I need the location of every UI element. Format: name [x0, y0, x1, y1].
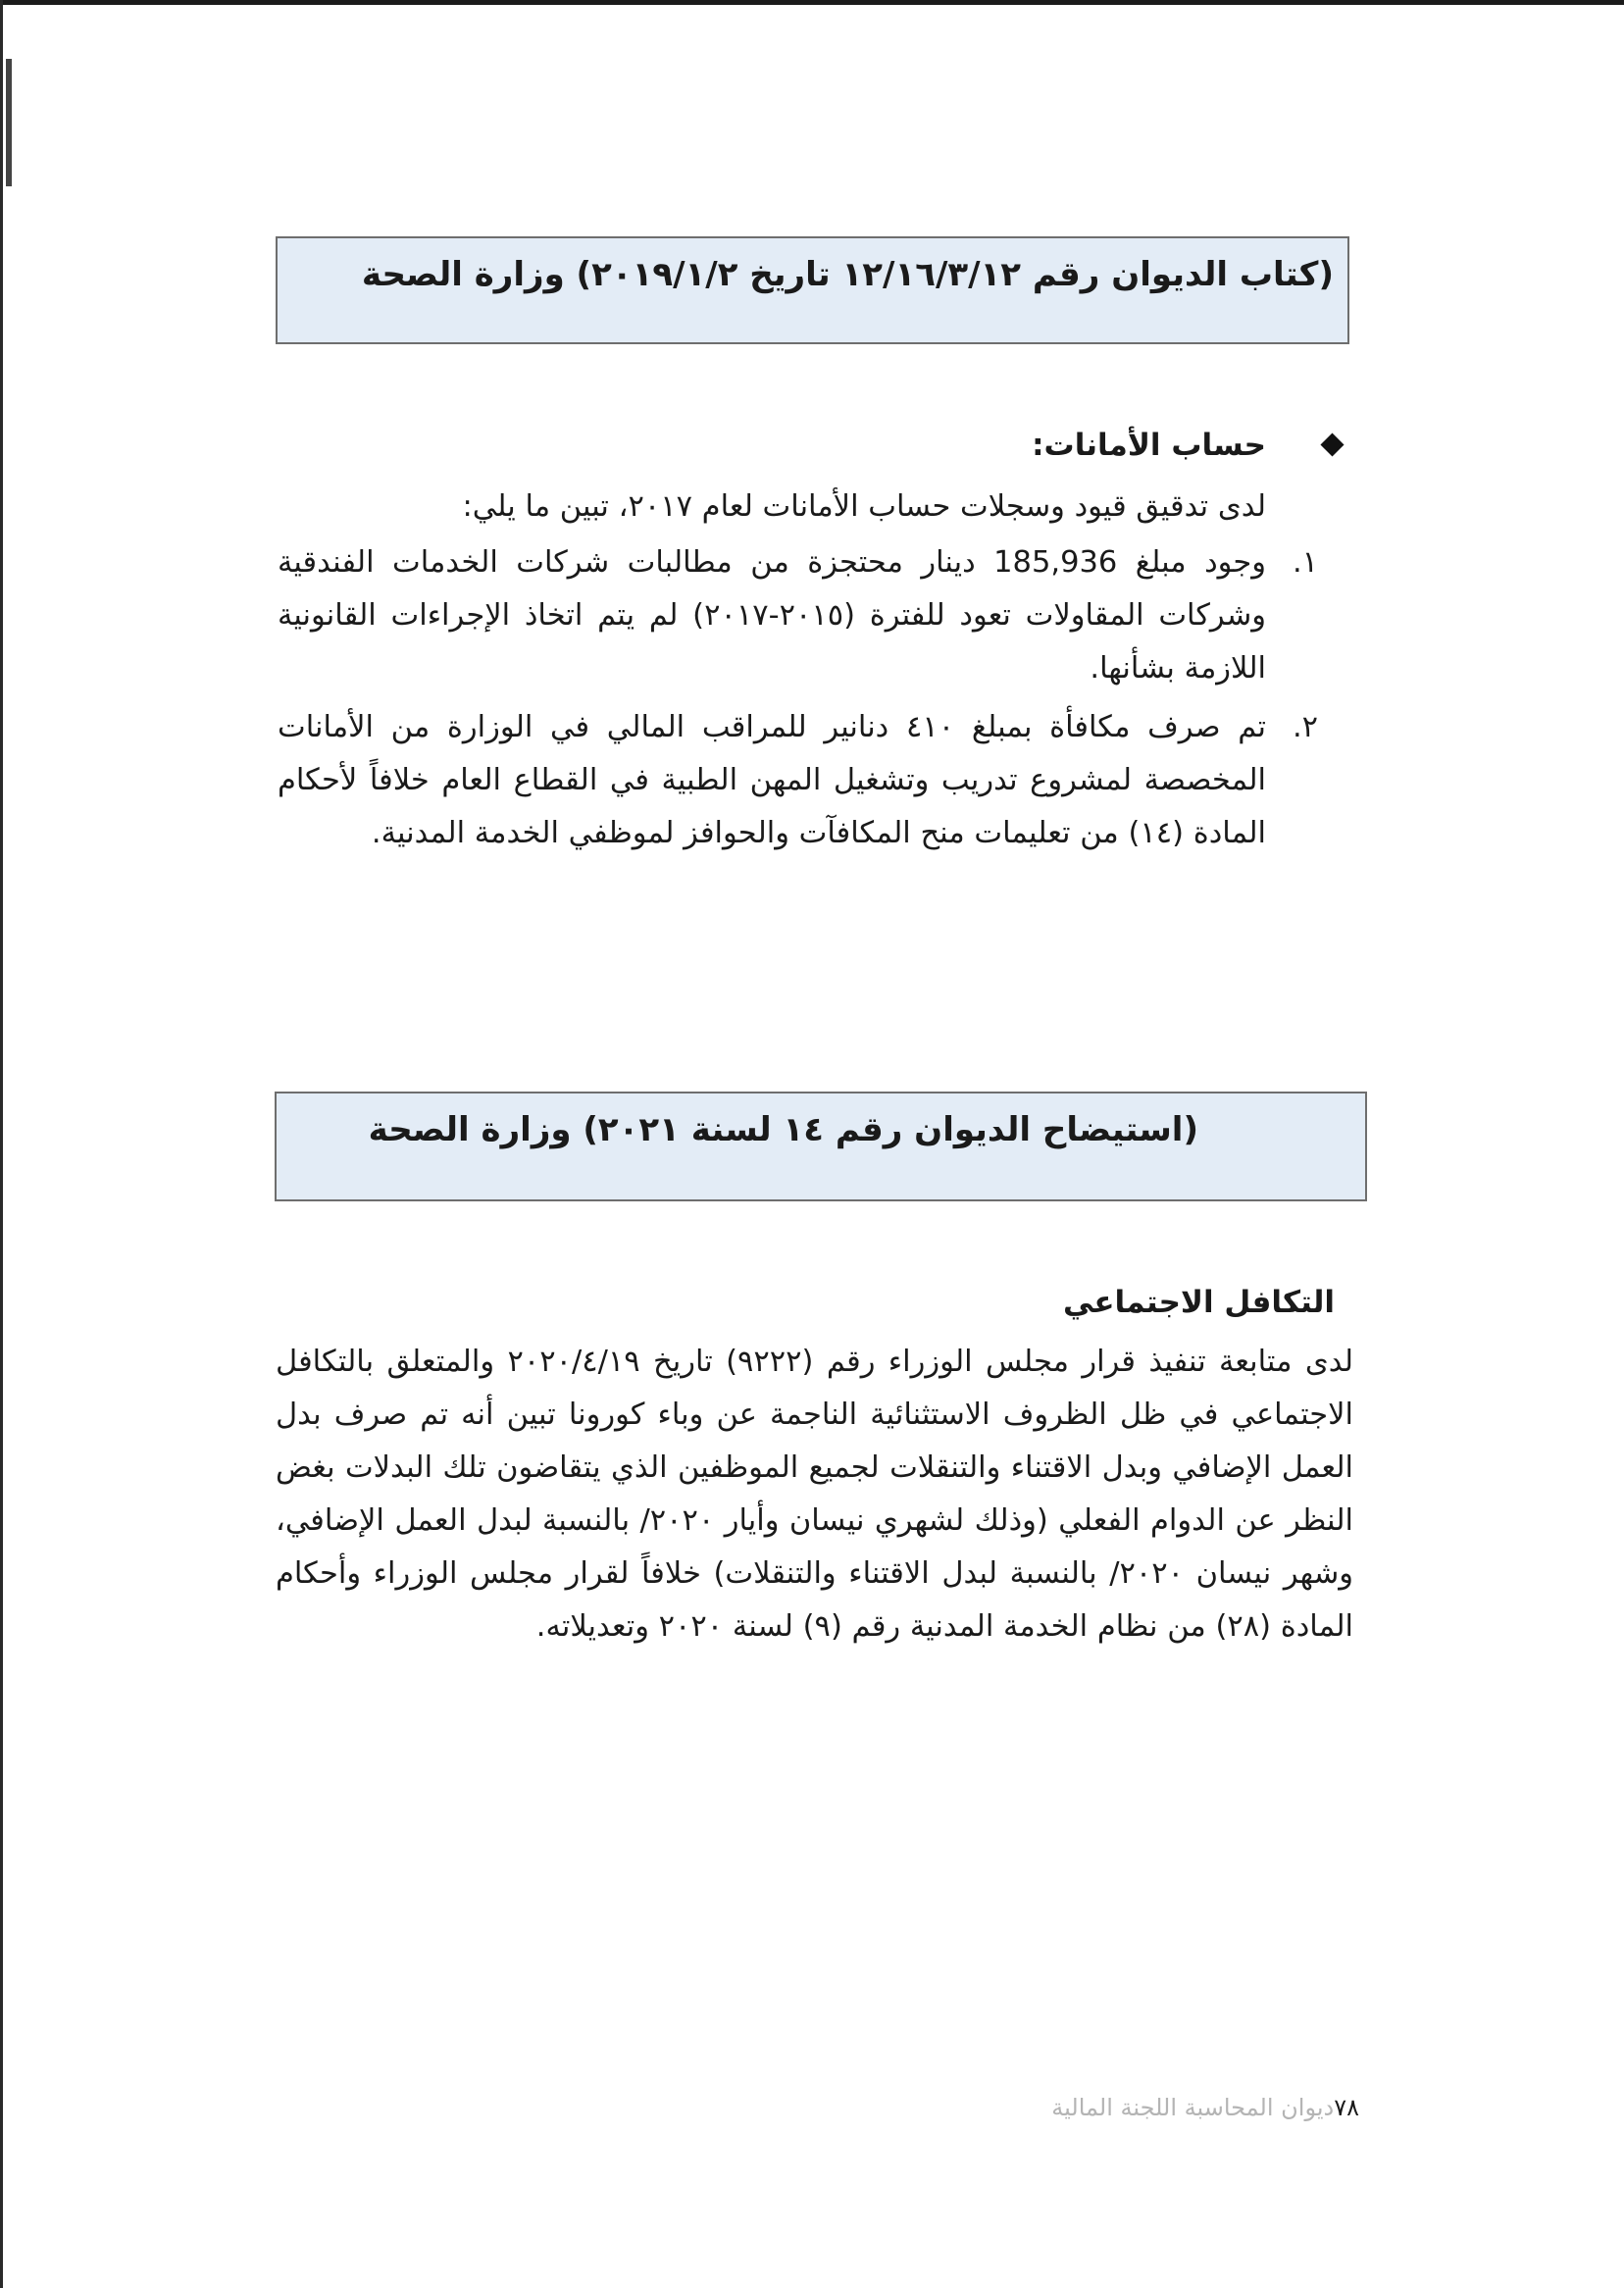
page-footer	[1051, 2091, 1359, 2124]
section1-heading: حساب الأمانات:	[1032, 428, 1266, 463]
section2-heading: التكافل الاجتماعي	[1062, 1285, 1335, 1320]
section2-title: (استيضاح الديوان رقم ١٤ لسنة ٢٠٢١) وزارة الصحة	[368, 1110, 1198, 1149]
section1-title-box	[276, 236, 1349, 344]
list-item-text: وجود مبلغ 185,936 دينار محتجزة من مطالبات شركات الخدمات الفندقية وشركات المقاولات تعود للفترة (٢٠١٥-٢٠١٧) لم يتم اتخاذ الإجراءات القانونية اللازمة بشأنها.	[278, 545, 1266, 686]
scan-mark	[6, 59, 12, 186]
list-item-1	[278, 536, 1335, 703]
scan-edge-top	[0, 0, 1624, 5]
list-item-number: ٢.	[1292, 710, 1319, 744]
list-item-2	[278, 701, 1335, 927]
section1-intro: لدى تدقيق قيود وسجلات حساب الأمانات لعام ٢٠١٧، تبين ما يلي:	[462, 489, 1266, 524]
scan-edge-left	[0, 0, 3, 2288]
page-number: ٧٨	[1334, 2094, 1359, 2121]
section2-paragraph: لدى متابعة تنفيذ قرار مجلس الوزراء رقم (٩٢٢٢) تاريخ ٢٠٢٠/٤/١٩ والمتعلق بالتكافل الاجتماعي في ظل الظروف الاستثنائية الناجمة عن وباء كورونا تبين أنه تم صرف بدل العمل الإضافي وبدل الاقتناء والتنقلات لجميع الموظفين الذي يتقاضون تلك البدلات بغض النظر عن الدوام الفعلي (وذلك لشهري نيسان وأيار ٢٠٢٠/ بالنسبة لبدل العمل الإضافي، وشهر نيسان ٢٠٢٠/ بالنسبة لبدل الاقتناء والتنقلات) خلافاً لقرار مجلس الوزراء وأحكام المادة (٢٨) من نظام الخدمة المدنية رقم (٩) لسنة ٢٠٢٠ وتعديلاته.	[276, 1345, 1353, 1644]
diamond-bullet-icon	[1320, 432, 1344, 456]
list-item-text: تم صرف مكافأة بمبلغ ٤١٠ دنانير للمراقب المالي في الوزارة من الأمانات المخصصة لمشروع تدريب وتشغيل المهن الطبية في القطاع العام خلافاً لأحكام المادة (١٤) من تعليمات منح المكافآت والحوافز لموظفي الخدمة المدنية.	[278, 710, 1266, 850]
footer-text: ديوان المحاسبة اللجنة المالية	[1051, 2094, 1335, 2121]
section1-title: (كتاب الديوان رقم ١٢/١٦/٣/١٢ تاريخ ٢٠١٩/١/٢) وزارة الصحة	[361, 255, 1334, 294]
list-item-number: ١.	[1292, 545, 1319, 580]
section2-title-box	[275, 1092, 1367, 1201]
